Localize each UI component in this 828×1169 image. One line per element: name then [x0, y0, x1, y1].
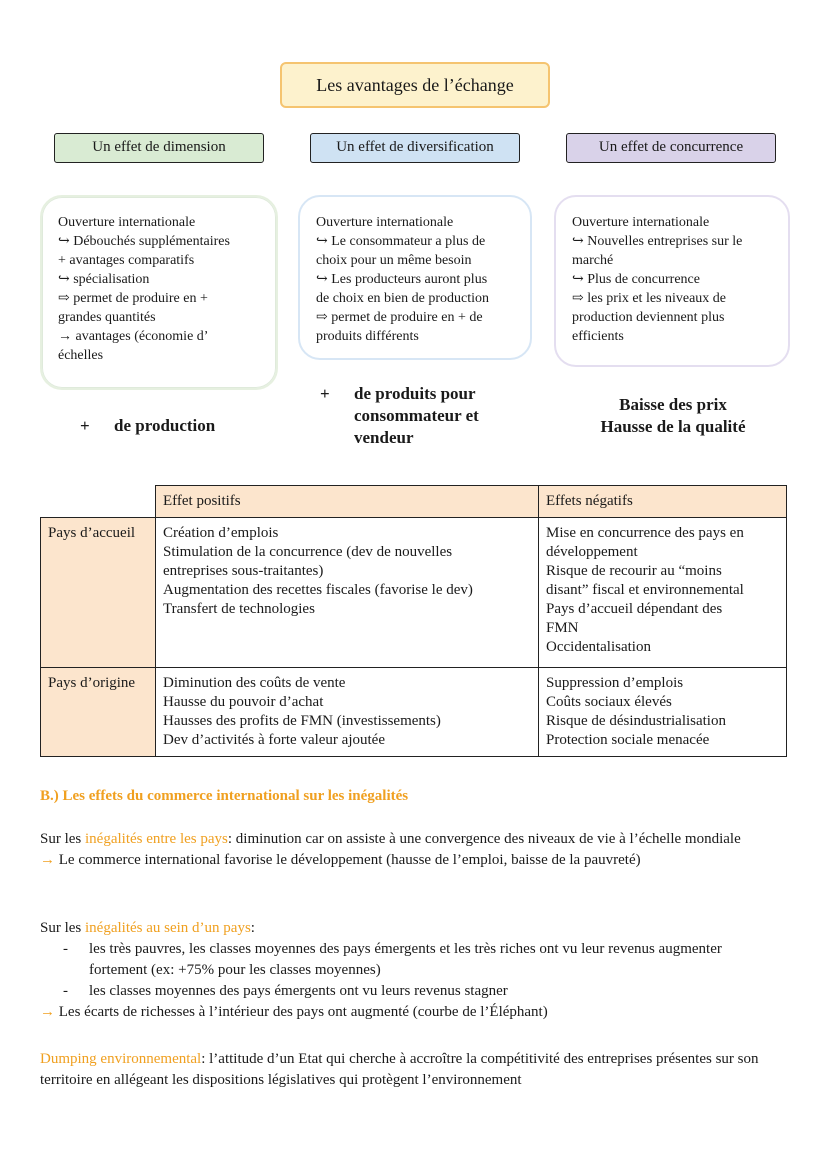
- list-item: - les classes moyennes des pays émergents ont vu leurs revenus stagner: [40, 981, 740, 1002]
- table-header-row: [41, 486, 787, 518]
- cell-negative: [539, 518, 787, 668]
- card-line: ⇨ les prix et les niveaux de: [572, 291, 727, 306]
- cell-negative: [539, 668, 787, 757]
- text-rest: :: [250, 920, 255, 936]
- highlight-term: Dumping environnemental: [40, 1051, 202, 1067]
- text-rest: : l’attitude d’un Etat qui cherche à accroître la compétitivité des entreprises présentes sur son territoire en allégeant les dispositions législatives qui protègent l’environnement: [40, 1051, 759, 1088]
- bullet-list: [40, 939, 740, 1002]
- card-line: de choix en bien de production: [316, 291, 490, 306]
- card-line: ⇨ permet de produire en + de: [316, 310, 483, 325]
- card-line: ↪ Débouchés supplémentaires: [58, 234, 230, 249]
- result-concurrence: [566, 394, 780, 438]
- heading-diversification: Un effet de diversification: [310, 133, 520, 163]
- cell-positive: [156, 518, 539, 668]
- cell-line: Augmentation des recettes fiscales (favorise le dev): [163, 582, 473, 598]
- cell-line: Pays d’accueil dépendant des: [546, 601, 723, 617]
- cell-line: Occidentalisation: [546, 639, 651, 655]
- card-line: ⇨ permet de produire en +: [58, 291, 208, 306]
- result-line: vendeur: [354, 428, 414, 447]
- section-b-title: B.) Les effets du commerce international sur les inégalités: [40, 788, 409, 804]
- paragraph-text: [40, 918, 800, 939]
- cell-line: Création d’emplois: [163, 525, 279, 541]
- header-negative: Effets négatifs: [539, 486, 787, 518]
- cell-line: Transfert de technologies: [163, 601, 315, 617]
- card-line: ↪ Plus de concurrence: [572, 272, 700, 287]
- card-line: Ouverture internationale: [58, 215, 196, 230]
- text-prefix: Sur les: [40, 920, 85, 936]
- paragraph-text: [40, 829, 800, 850]
- list-item: - les très pauvres, les classes moyennes des pays émergents et les très riches ont vu leur revenus augmenter fortement (ex: +75% pour les classes moyennes): [40, 939, 740, 981]
- card-line: production deviennent plus: [572, 310, 725, 325]
- cell-line: Hausse du pouvoir d’achat: [163, 694, 324, 710]
- result-line: consommateur et: [354, 406, 479, 425]
- arrow-icon: →: [40, 1004, 55, 1020]
- card-line: + avantages comparatifs: [58, 253, 195, 268]
- table-row: [41, 668, 787, 757]
- highlight-term: inégalités entre les pays: [85, 831, 228, 847]
- highlight-term: inégalités au sein d’un pays: [85, 920, 251, 936]
- result-line: de produits pour: [354, 384, 476, 403]
- cell-line: disant” fiscal et environnemental: [546, 582, 744, 598]
- card-line: Ouverture internationale: [316, 215, 454, 230]
- cell-line: Mise en concurrence des pays en: [546, 525, 744, 541]
- text-rest: : diminution car on assiste à une convergence des niveaux de vie à l’échelle mondiale: [227, 831, 741, 847]
- cell-line: Risque de désindustrialisation: [546, 713, 726, 729]
- card-line: ↪ Le consommateur a plus de: [316, 234, 486, 249]
- paragraph-inter-pays: [40, 829, 800, 871]
- effects-table: [40, 485, 787, 757]
- header-positive: Effet positifs: [156, 486, 539, 518]
- arrow-icon: →: [40, 852, 55, 868]
- conclusion-line: [40, 1002, 800, 1023]
- card-line: ↪ Les producteurs auront plus: [316, 272, 488, 287]
- cell-line: Protection sociale menacée: [546, 732, 710, 748]
- card-concurrence: [554, 195, 790, 367]
- cell-line: FMN: [546, 620, 579, 636]
- row-label-accueil: Pays d’accueil: [41, 518, 156, 668]
- conclusion-line: [40, 850, 800, 871]
- table-row: [41, 518, 787, 668]
- card-line: → avantages (économie d’: [58, 329, 209, 344]
- card-line: échelles: [58, 348, 104, 363]
- cell-line: Diminution des coûts de vente: [163, 675, 346, 691]
- cell-line: Coûts sociaux élevés: [546, 694, 672, 710]
- result-diversification: [354, 383, 479, 449]
- diagram-title: Les avantages de l’échange: [280, 62, 550, 108]
- card-diversification: [298, 195, 532, 360]
- card-line: ↪ Nouvelles entreprises sur le: [572, 234, 743, 249]
- result-line: Hausse de la qualité: [600, 417, 746, 436]
- cell-line: Risque de recourir au “moins: [546, 563, 722, 579]
- card-dimension: [40, 195, 278, 390]
- table-corner-cell: [41, 486, 156, 518]
- row-label-origine: Pays d’origine: [41, 668, 156, 757]
- card-line: efficients: [572, 329, 624, 344]
- paragraph-intra-pays: [40, 918, 800, 1023]
- cell-line: développement: [546, 544, 638, 560]
- card-line: grandes quantités: [58, 310, 156, 325]
- result-dimension: de production: [114, 416, 216, 435]
- paragraph-dumping: [40, 1049, 800, 1091]
- cell-line: Stimulation de la concurrence (dev de nouvelles: [163, 544, 453, 560]
- cell-line: Dev d’activités à forte valeur ajoutée: [163, 732, 385, 748]
- cell-positive: [156, 668, 539, 757]
- result-plus-sign: +: [320, 384, 330, 403]
- card-line: choix pour un même besoin: [316, 253, 472, 268]
- cell-line: Hausses des profits de FMN (investissements): [163, 713, 441, 729]
- cell-line: Suppression d’emplois: [546, 675, 684, 691]
- result-plus-sign: +: [80, 416, 90, 435]
- card-line: ↪ spécialisation: [58, 272, 150, 287]
- cell-line: entreprises sous-traitantes): [163, 563, 324, 579]
- text-prefix: Sur les: [40, 831, 85, 847]
- heading-dimension: Un effet de dimension: [54, 133, 264, 163]
- card-line: Ouverture internationale: [572, 215, 710, 230]
- heading-concurrence: Un effet de concurrence: [566, 133, 776, 163]
- conclusion-text: Les écarts de richesses à l’intérieur des pays ont augmenté (courbe de l’Éléphant): [55, 1004, 548, 1020]
- card-line: marché: [572, 253, 614, 268]
- result-line: Baisse des prix: [619, 395, 727, 414]
- conclusion-text: Le commerce international favorise le développement (hausse de l’emploi, baisse de la pauvreté): [55, 852, 641, 868]
- card-line: produits différents: [316, 329, 419, 344]
